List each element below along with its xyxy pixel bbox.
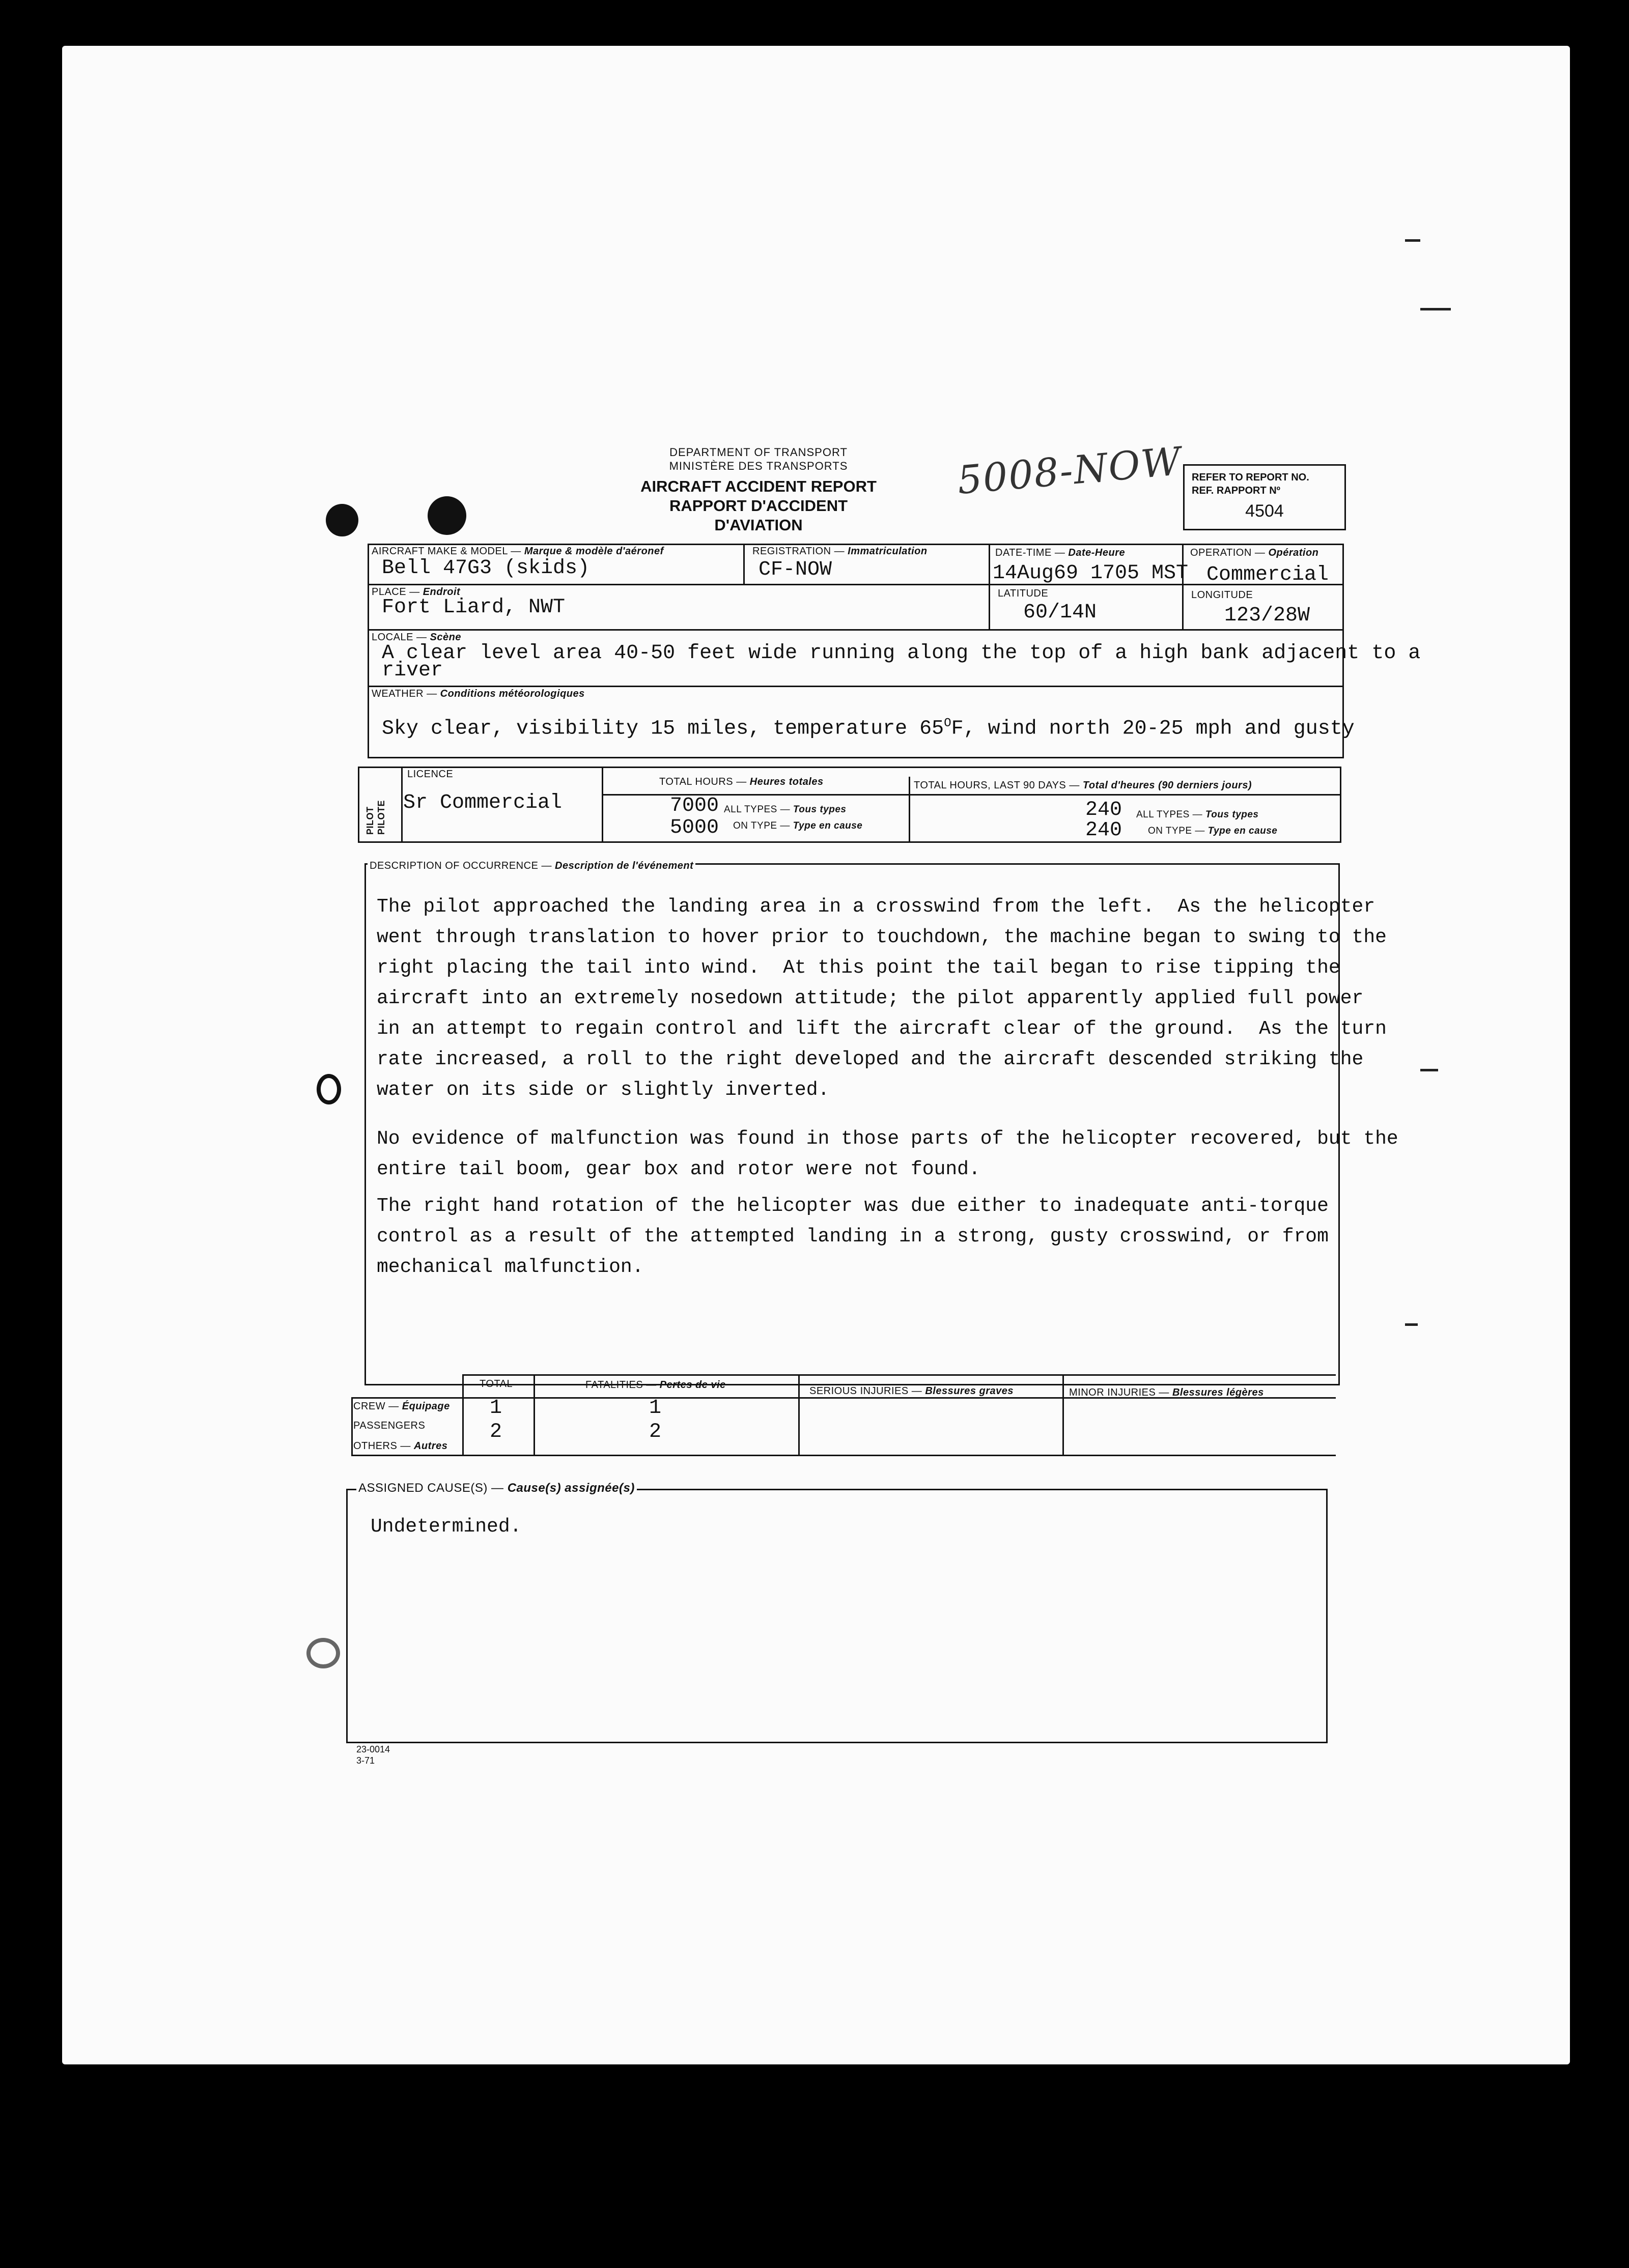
- description-paragraph-3: The right hand rotation of the helicopter was due either to inadequate anti-torque control as a result of the attempted landing in a strong, gusty crosswind, or from mechanical malfunction.: [377, 1195, 1329, 1278]
- report-title-fr: RAPPORT D'ACCIDENT D'AVIATION: [669, 497, 848, 534]
- divider: [1062, 1374, 1064, 1456]
- others-label-en: OTHERS —: [353, 1440, 411, 1452]
- total-column-header: TOTAL: [480, 1378, 513, 1390]
- serious-header-fr: Blessures graves: [925, 1385, 1014, 1397]
- datetime-label: [995, 547, 1125, 559]
- all-types-label-en: ALL TYPES —: [724, 804, 791, 815]
- aircraft-label: [372, 546, 664, 557]
- crew-fatalities: 1: [649, 1397, 662, 1420]
- on-type-label-fr: Type en cause: [1207, 826, 1278, 836]
- locale-value-line2: river: [382, 659, 443, 682]
- divider: [743, 544, 745, 585]
- crew-label-fr: Équipage: [402, 1401, 450, 1412]
- cause-value: Undetermined.: [371, 1516, 522, 1538]
- latitude-value: 60/14N: [1023, 601, 1097, 624]
- operation-label-fr: Opération: [1268, 547, 1319, 558]
- aircraft-make-model: Bell 47G3 (skids): [382, 557, 590, 580]
- total-hours-label-en: TOTAL HOURS —: [659, 776, 747, 787]
- datetime-value: 14Aug69 1705 MST: [993, 562, 1189, 585]
- total-hours-all-types: 7000: [670, 795, 719, 817]
- others-row-label: [353, 1440, 447, 1452]
- longitude-label: LONGITUDE: [1191, 589, 1253, 601]
- pilot-side-label-fr: PILOTE: [376, 800, 386, 835]
- registration-label-en: REGISTRATION —: [752, 546, 845, 557]
- reference-label-fr: REF. RAPPORT Nº: [1192, 485, 1280, 496]
- form-header: [631, 445, 886, 535]
- divider: [909, 777, 910, 843]
- divider: [368, 584, 1344, 585]
- fatalities-column-header: [585, 1379, 726, 1391]
- licence-label: LICENCE: [407, 769, 454, 780]
- last90-on-type-label: [1148, 826, 1277, 837]
- licence-value: Sr Commercial: [403, 791, 563, 814]
- description-label-en: DESCRIPTION OF OCCURRENCE —: [370, 860, 552, 871]
- minor-header-fr: Blessures légères: [1172, 1387, 1264, 1398]
- divider: [351, 1455, 1336, 1456]
- last90-label-en: TOTAL HOURS, LAST 90 DAYS —: [914, 780, 1080, 791]
- on-type-label-fr: Type en cause: [793, 820, 863, 831]
- crew-label-en: CREW —: [353, 1401, 399, 1412]
- serious-column-header: [809, 1385, 1014, 1397]
- department-en: DEPARTMENT OF TRANSPORT: [669, 446, 848, 459]
- last90-all-types-label: [1136, 809, 1259, 820]
- operation-label: [1190, 547, 1318, 559]
- scan-mark: [1405, 1323, 1418, 1326]
- minor-column-header: [1069, 1387, 1264, 1399]
- last90-label-fr: Total d'heures (90 derniers jours): [1082, 780, 1252, 791]
- divider: [462, 1374, 1336, 1376]
- registration-value: CF-NOW: [759, 558, 832, 581]
- punch-hole: [306, 1638, 340, 1668]
- longitude-value: 123/28W: [1224, 604, 1310, 627]
- description-paragraph-2: No evidence of malfunction was found in those parts of the helicopter recovered, but the entire tail boom, gear box and rotor were not found.: [377, 1128, 1398, 1180]
- place-value: Fort Liard, NWT: [382, 596, 566, 619]
- divider: [798, 1374, 800, 1456]
- form-number-line2: 3-71: [356, 1755, 375, 1766]
- last90-label: [914, 780, 1252, 791]
- divider: [368, 629, 1344, 631]
- others-label-fr: Autres: [413, 1440, 448, 1452]
- divider: [602, 767, 603, 843]
- operation-label-en: OPERATION —: [1190, 547, 1266, 558]
- weather-label-en: WEATHER —: [372, 688, 437, 699]
- operation-value: Commercial: [1206, 563, 1329, 586]
- divider: [462, 1374, 464, 1456]
- fatalities-header-en: FATALITIES —: [585, 1379, 657, 1391]
- pilot-side-label-en: PILOT: [365, 806, 375, 835]
- minor-header-en: MINOR INJURIES —: [1069, 1387, 1169, 1398]
- weather-value: [382, 713, 1355, 740]
- scan-mark: [1420, 1069, 1438, 1071]
- description-label-fr: Description de l'événement: [555, 860, 694, 871]
- total-all-types-label: [724, 804, 847, 815]
- cause-label: [356, 1481, 637, 1495]
- crew-row-label: [353, 1401, 450, 1412]
- reference-number: 4504: [1245, 501, 1284, 521]
- all-types-label-fr: Tous types: [1205, 809, 1259, 820]
- total-hours-label-fr: Heures totales: [749, 776, 824, 787]
- divider: [368, 686, 1344, 687]
- punch-hole: [428, 496, 466, 535]
- cause-label-fr: Cause(s) assignée(s): [507, 1481, 635, 1495]
- last90-on-type: 240: [1085, 819, 1122, 842]
- form-number-line1: 23-0014: [356, 1744, 390, 1754]
- all-types-label-en: ALL TYPES —: [1136, 809, 1203, 820]
- punch-hole: [317, 1074, 341, 1104]
- last90-all-types: 240: [1085, 799, 1122, 821]
- aircraft-label-en: AIRCRAFT MAKE & MODEL —: [372, 546, 521, 557]
- weather-label-fr: Conditions météorologiques: [440, 688, 585, 699]
- registration-label-fr: Immatriculation: [848, 546, 928, 557]
- on-type-label-en: ON TYPE —: [733, 820, 790, 831]
- scan-mark: [1420, 308, 1451, 310]
- degree-mark: O: [944, 717, 951, 730]
- locale-value-line1: A clear level area 40-50 feet wide running along the top of a high bank adjacent to a: [382, 642, 1421, 665]
- locale-label-en: LOCALE —: [372, 632, 427, 643]
- reference-number-box: [1183, 464, 1346, 530]
- on-type-label-en: ON TYPE —: [1148, 826, 1205, 836]
- punch-hole: [326, 504, 358, 536]
- weather-text: Sky clear, visibility 15 miles, temperature 65: [382, 717, 944, 741]
- datetime-label-fr: Date-Heure: [1068, 547, 1126, 558]
- total-hours-on-type: 5000: [670, 816, 719, 839]
- place-label-en: PLACE —: [372, 586, 420, 598]
- fatalities-header-fr: Pertes de vie: [659, 1379, 726, 1391]
- form-number: [356, 1744, 390, 1766]
- scan-mark: [1405, 239, 1420, 242]
- passengers-fatalities: 2: [649, 1421, 662, 1443]
- passengers-row-label: PASSENGERS: [353, 1420, 426, 1431]
- description-label: [368, 860, 695, 872]
- divider: [989, 544, 990, 630]
- crew-total: 1: [490, 1397, 502, 1420]
- registration-label: [752, 546, 928, 557]
- total-on-type-label: [733, 820, 862, 832]
- datetime-label-en: DATE-TIME —: [995, 547, 1065, 558]
- aircraft-label-fr: Marque & modèle d'aéronef: [524, 546, 664, 557]
- locale-label-fr: Scène: [430, 632, 461, 643]
- handwritten-reference-note: 5008-NOW: [955, 438, 1184, 503]
- passengers-total: 2: [490, 1421, 502, 1443]
- weather-label: [372, 688, 585, 700]
- reference-label-en: REFER TO REPORT NO.: [1192, 472, 1309, 483]
- total-hours-label: [659, 776, 824, 788]
- description-paragraph-1: The pilot approached the landing area in a crosswind from the left. As the helicopter went through translation to hover prior to touchdown, the machine began to swing to the right placing the tail into wind. At this point the tail began to rise tipping the aircraft into an extremely nosedown attitude; the pilot apparently applied full power in an attempt to regain control and lift the aircraft clear of the ground. As the turn rate increased, a roll to the right developed and the aircraft descended striking the water on its side or slightly inverted.: [377, 896, 1387, 1101]
- weather-text-end: F, wind north 20-25 mph and gusty: [951, 717, 1355, 741]
- latitude-label: LATITUDE: [998, 588, 1049, 599]
- divider: [351, 1397, 353, 1456]
- report-title-en: AIRCRAFT ACCIDENT REPORT: [640, 477, 877, 495]
- all-types-label-fr: Tous types: [793, 804, 847, 815]
- divider: [401, 767, 403, 843]
- divider: [533, 1374, 535, 1456]
- divider: [1182, 544, 1184, 630]
- cause-label-en: ASSIGNED CAUSE(S) —: [358, 1481, 504, 1495]
- pilot-side-label: [364, 800, 387, 835]
- place-label-fr: Endroit: [423, 586, 461, 598]
- serious-header-en: SERIOUS INJURIES —: [809, 1385, 922, 1397]
- department-fr: MINISTÈRE DES TRANSPORTS: [669, 460, 848, 472]
